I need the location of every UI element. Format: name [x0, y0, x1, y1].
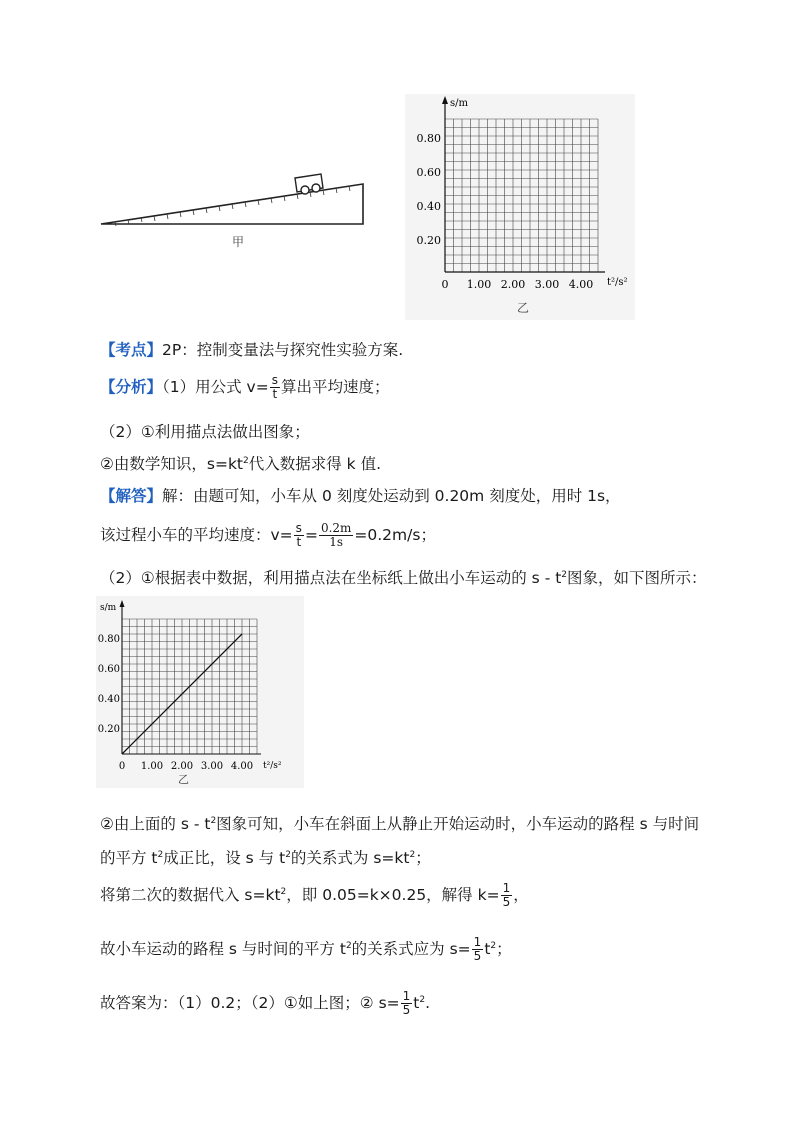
analysis-line-2: （2）①利用描点法做出图象； — [100, 423, 310, 441]
y-tick-label: 0.80 — [416, 132, 441, 145]
x-tick-label: 2.00 — [170, 761, 194, 772]
answer-line: 故答案为：（1）0.2；（2）①如上图；② s= $\frac{1}{5}$ $t^2$. — [100, 989, 431, 1017]
figure-grid-empty — [405, 94, 635, 320]
fenxi-tag: 【分析】 — [100, 378, 163, 396]
avg-speed-line: 该过程小车的平均速度：v= $\frac{s}{t}$ = $\frac{0.2m}{1s}$ =0.2m/s； — [100, 521, 436, 549]
fraction-s-over-t: $\frac{s}{t}$ — [271, 373, 278, 401]
x-axis-label: t²/s² — [263, 761, 282, 771]
x-tick-label: 0 — [118, 761, 126, 772]
jieda-tag: 【解答】 — [100, 487, 163, 505]
jieda-text: 解：由题可知，小车从 0 刻度处运动到 0.20m 刻度处，用时 1s， — [162, 487, 621, 505]
x-tick-label: 0 — [441, 278, 449, 291]
jieda-line — [100, 484, 621, 508]
conclusion-line-1: ②由上面的 s - $t^2$图象可知，小车在斜面上从静止开始运动时，小车运动的路程 s 与时间 — [100, 815, 700, 833]
grid-background — [96, 596, 304, 788]
fenxi-line — [100, 374, 390, 401]
figure-yi-caption: 乙 — [178, 773, 189, 786]
x-axis-label: t²/s² — [607, 277, 628, 288]
figure-grid-plotted — [96, 596, 304, 788]
kaodian-text: 2P：控制变量法与探究性实验方案. — [162, 341, 404, 359]
y-tick-label: 0.60 — [97, 664, 120, 675]
figure-incline — [95, 160, 375, 260]
fenxi-text: （1）用公式 v= — [162, 378, 269, 396]
fenxi-text-after: 算出平均速度； — [280, 378, 390, 396]
y-tick-label: 0.80 — [97, 634, 120, 645]
analysis-line-3: ②由数学知识，$s=kt^2$代入数据求得 k 值. — [100, 455, 382, 473]
x-tick-label: 2.00 — [500, 278, 526, 291]
y-tick-label: 0.40 — [416, 200, 441, 213]
y-tick-label: 0.40 — [97, 694, 120, 705]
y-tick-label: 0.20 — [97, 724, 120, 735]
figure-yi-caption: 乙 — [517, 301, 530, 315]
figure-jia-caption: 甲 — [232, 235, 245, 249]
kaodian-tag: 【考点】 — [100, 341, 163, 359]
x-tick-label: 3.00 — [200, 761, 224, 772]
fraction-one-fifth: $\frac{1}{5}$ — [473, 935, 482, 963]
y-axis-label: s/m — [100, 603, 117, 613]
relation-line: 故小车运动的路程 s 与时间的平方 $t^2$的关系式应为 s= $\frac{1}{5}$ $t^2$； — [100, 935, 512, 963]
x-tick-label: 4.00 — [568, 278, 594, 291]
y-tick-label: 0.20 — [416, 234, 441, 247]
x-tick-label: 1.00 — [466, 278, 492, 291]
kaodian-line — [100, 338, 403, 362]
substitute-line: 将第二次的数据代入 $s=kt^2$，即 0.05=k×0.25，解得 k= $\frac{1}{5}$ ， — [100, 881, 529, 909]
conclusion-line-2: 的平方 $t^2$成正比，设 s 与 $t^2$的关系式为 $s=kt^2$； — [100, 849, 431, 867]
cart — [295, 174, 323, 194]
x-tick-label: 1.00 — [140, 761, 164, 772]
x-tick-label: 4.00 — [230, 761, 254, 772]
fraction-one-fifth: $\frac{1}{5}$ — [402, 989, 411, 1017]
fraction-one-fifth: $\frac{1}{5}$ — [502, 881, 511, 909]
y-tick-label: 0.60 — [416, 166, 441, 179]
y-axis-label: s/m — [450, 98, 468, 109]
fraction-s-over-t: $\frac{s}{t}$ — [295, 521, 302, 549]
fraction-distance-over-time: $\frac{0.2m}{1s}$ — [320, 521, 352, 549]
part2-line: （2）①根据表中数据，利用描点法在坐标纸上做出小车运动的 s - $t^2$图象，如下图所示： — [100, 569, 707, 587]
x-tick-label: 3.00 — [534, 278, 560, 291]
